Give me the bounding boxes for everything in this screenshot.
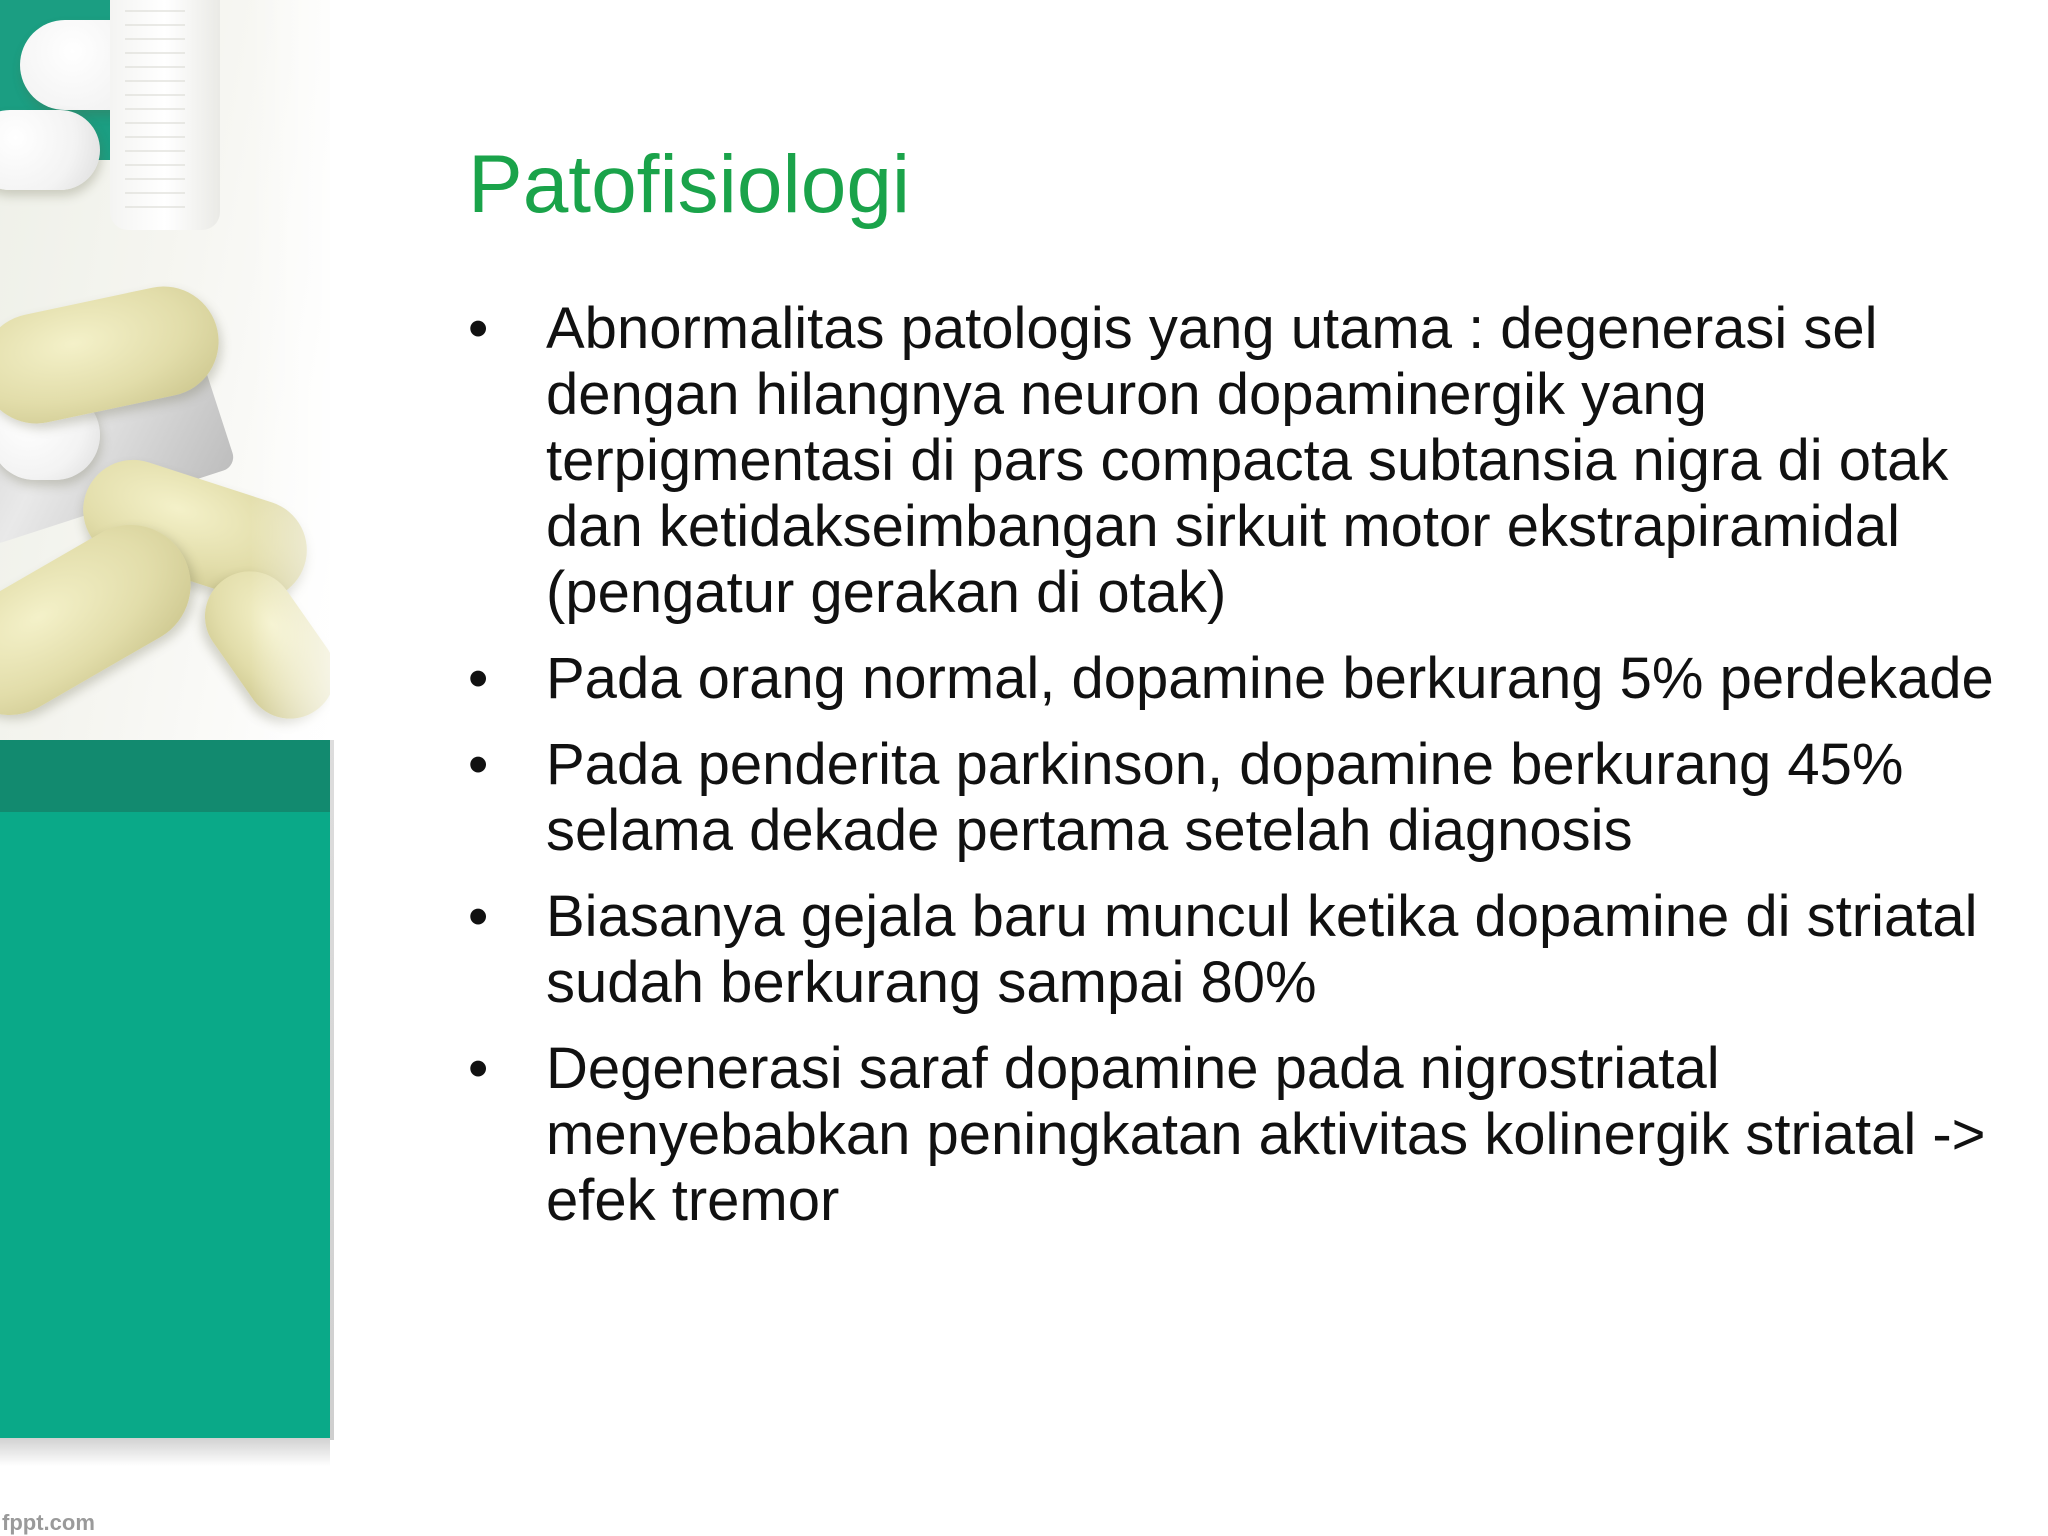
bullet-icon: •: [468, 884, 489, 949]
watermark: fppt.com: [2, 1510, 95, 1535]
photo-fade: [250, 0, 390, 740]
bullet-item: [468, 884, 2028, 1016]
green-band-top: [0, 740, 330, 812]
bullet-item: [468, 296, 2028, 626]
bullet-text: Degenerasi saraf dopamine pada nigrostriatal menyebabkan peningkatan aktivitas kolinergik striatal -> efek tremor: [546, 1036, 1986, 1233]
bullet-item: [468, 1036, 2028, 1234]
bullet-icon: •: [468, 1036, 489, 1101]
bullet-text: Biasanya gejala baru muncul ketika dopamine di striatal sudah berkurang sampai 80%: [546, 884, 1978, 1015]
green-band: [0, 812, 330, 1438]
bullet-icon: •: [468, 646, 489, 711]
bullet-item: [468, 732, 2028, 864]
slide-title: Patofisiologi: [468, 139, 911, 230]
bullet-text: Pada penderita parkinson, dopamine berkurang 45% selama dekade pertama setelah diagnosis: [546, 732, 1904, 863]
bullet-icon: •: [468, 732, 489, 797]
white-tablet: [0, 110, 100, 190]
bullet-text: Abnormalitas patologis yang utama : degenerasi sel dengan hilangnya neuron dopaminergik yang terpigmentasi di pars compacta subtansia nigra di otak dan ketidakseimbangan sirkuit motor ekstrapiramidal (pengatur gerakan di otak): [546, 296, 1949, 625]
bullet-icon: •: [468, 296, 489, 361]
bullet-text: Pada orang normal, dopamine berkurang 5% perdekade: [546, 646, 1994, 711]
bottle-label: [125, 10, 185, 210]
band-shadow: [0, 1438, 330, 1466]
divider-line: [330, 740, 334, 1440]
bullet-list: [468, 296, 2028, 1254]
bullet-item: [468, 646, 2028, 712]
